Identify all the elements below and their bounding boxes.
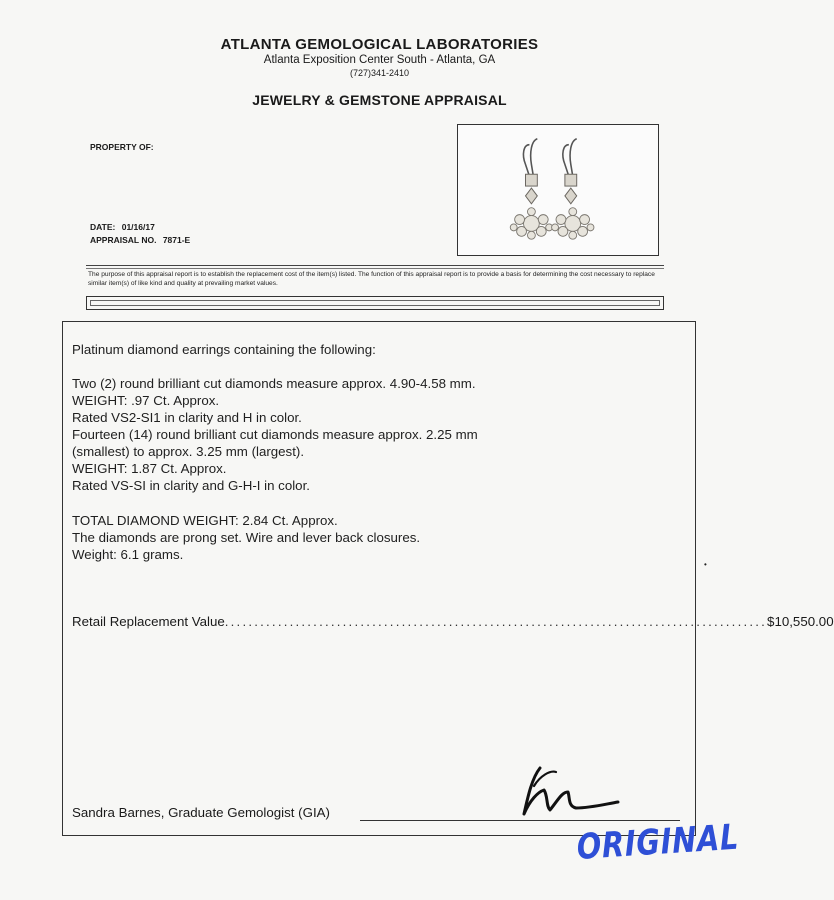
- detail-line: Fourteen (14) round brilliant cut diamonds measure approx. 2.25 mm: [72, 427, 478, 442]
- date-value: 01/16/17: [121, 222, 155, 232]
- diamond-details: [72, 375, 478, 494]
- detail-line: (smallest) to approx. 3.25 mm (largest).: [72, 444, 305, 459]
- signer-name: Sandra Barnes, Graduate Gemologist (GIA): [72, 805, 330, 820]
- leader-dots: ............................................................................................: [224, 614, 768, 629]
- description-intro: Platinum diamond earrings containing the following:: [72, 342, 376, 357]
- retail-value-label: Retail Replacement Value: [72, 614, 225, 629]
- lab-name: ATLANTA GEMOLOGICAL LABORATORIES: [220, 36, 539, 53]
- original-stamp: ORIGINAL: [576, 817, 740, 868]
- detail-line: WEIGHT: .97 Ct. Approx.: [72, 393, 220, 408]
- lab-phone: (727)341-2410: [349, 68, 410, 78]
- appraisal-number-label: APPRAISAL NO.: [90, 235, 157, 245]
- header-rule-thin: [86, 268, 664, 269]
- header-rule: [86, 265, 664, 266]
- total-line: Weight: 6.1 grams.: [72, 547, 184, 562]
- total-details: [72, 512, 420, 563]
- scan-speck: •: [704, 560, 707, 569]
- date-field: [90, 222, 155, 232]
- divider-bar: [86, 296, 664, 310]
- handwritten-signature: [510, 756, 620, 826]
- total-line: The diamonds are prong set. Wire and lever back closures.: [72, 530, 421, 545]
- property-of-label: PROPERTY OF:: [90, 142, 154, 152]
- earrings-illustration: [458, 125, 658, 255]
- retail-value-amount: $10,550.00: [767, 614, 834, 629]
- detail-line: Rated VS2-SI1 in clarity and H in color.: [72, 410, 302, 425]
- retail-value-row: [72, 614, 834, 629]
- appraisal-number-value: 7871-E: [162, 235, 191, 245]
- date-label: DATE:: [90, 222, 116, 232]
- property-of-field: [90, 142, 158, 152]
- detail-line: Two (2) round brilliant cut diamonds measure approx. 4.90-4.58 mm.: [72, 376, 476, 391]
- document-title: JEWELRY & GEMSTONE APPRAISAL: [252, 92, 507, 108]
- earrings-photo: [457, 124, 659, 256]
- detail-line: Rated VS-SI in clarity and G-H-I in color.: [72, 478, 310, 493]
- appraisal-number-field: [90, 235, 190, 245]
- lab-address: Atlanta Exposition Center South - Atlanta, GA: [263, 54, 496, 66]
- detail-line: WEIGHT: 1.87 Ct. Approx.: [72, 461, 227, 476]
- total-line: TOTAL DIAMOND WEIGHT: 2.84 Ct. Approx.: [72, 513, 338, 528]
- purpose-statement: The purpose of this appraisal report is to establish the replacement cost of the item(s) listed. The function of this appraisal report is to provide a basis for determining the cost necessary to replace similar item(s) of like kind and quality at prevailing market values.: [88, 271, 655, 287]
